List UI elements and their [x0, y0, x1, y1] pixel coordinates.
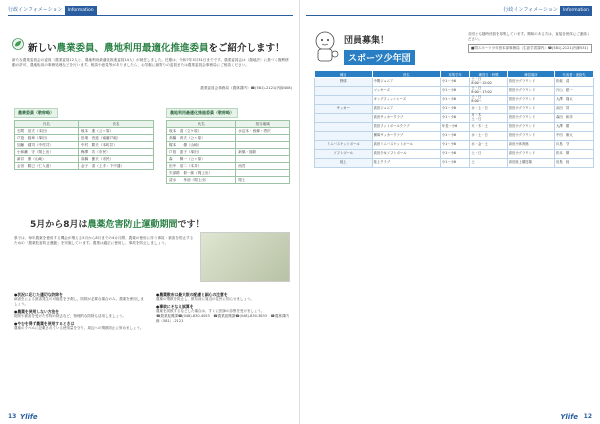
table-cell: 土: [470, 159, 507, 168]
column-header: 代表者・連絡先: [555, 71, 594, 78]
table-cell: 川島 守: [555, 141, 594, 150]
leaf-icon: [12, 38, 24, 50]
table-cell: 新井 康（山崎）: [15, 156, 79, 163]
table-cell: 中村 勝夫（本町井）: [78, 142, 153, 149]
table-cell: 菅田小グラウンド: [507, 123, 554, 132]
table-cell: 土・日 8:00〜12:00: [470, 78, 507, 87]
table-row: [15, 149, 154, 156]
campaign-title: 5月から8月は農薬危害防止運動期間です！: [30, 220, 205, 230]
table-cell: 高橋 節夫（市民）: [78, 156, 153, 163]
table-cell: 小1〜小6: [440, 78, 469, 87]
column-header: 種目: [315, 71, 373, 78]
left-header: [8, 6, 97, 15]
table-row: [315, 123, 594, 132]
table-cell: 中田 雄大: [555, 132, 594, 141]
table-cell: 土・日 8:00〜: [470, 96, 507, 105]
table-cell: 水・金・土: [470, 141, 507, 150]
table-cell: 清水 孝治（岡上出）: [167, 177, 236, 184]
table-cell: 田中 浩二（本井）: [167, 163, 236, 170]
table-cell: 高田陸上競技場: [507, 159, 554, 168]
table-row: [15, 156, 154, 163]
table-cell: [236, 142, 290, 149]
tip-heading: ●事故にそなえ試算を: [156, 304, 194, 309]
table-cell: 小1〜小6: [440, 87, 469, 96]
tip-heading: ●やむを得ず農薬を使用するときは: [14, 321, 75, 326]
table-cell: 大澤 翔太: [555, 96, 594, 105]
brand-logo: Ylife: [20, 413, 38, 421]
table-cell: 森 賢一（公ヶ原）: [167, 156, 236, 163]
table-row: [167, 163, 290, 170]
table-cell: 小1〜小6: [440, 114, 469, 123]
right-header: [503, 6, 592, 15]
header-section: 行政インフォメーション: [503, 7, 558, 13]
table-cell: 高田ジュニア: [372, 105, 440, 114]
table-cell: 中間ジュニア: [372, 78, 440, 87]
table-row: [315, 150, 594, 159]
table-cell: キングフィッシャーズ: [372, 96, 440, 105]
table-cell: 小1〜小6: [440, 159, 469, 168]
page-number: 13: [8, 413, 17, 420]
sports-table: [314, 70, 594, 168]
table-row: [167, 177, 290, 184]
table-cell: サッカー: [315, 105, 373, 114]
table-cell: 菅田小グラウンド: [507, 78, 554, 87]
table-cell: 田畑 晋延（南藤戸地）: [78, 135, 153, 142]
table-cell: 高橋 育夫（公ヶ原）: [167, 135, 236, 142]
table-cell: 高田ミニバスケットボール: [372, 141, 440, 150]
intro-text: 新たな農業委員会の委員（農業委員12人と、農地利用最適化推進委員14人）が就任しました。任期は、令和7年3月31日までです。農業委員会は（農地法）に基づく権利移動の許可、農地転用の事務処理などを行います。相談や意見等がありましたら、お気軽に最寄りの委員または農業委員会事務局にご相談ください。: [12, 58, 289, 68]
member-table-1: 氏名 氏名 石附 征夫（本田） 坂本 進（公ヶ原） 戸島 経章（塚田） 田畑 晋延（南藤戸地） 加藤 健司（中村井） 中村 勝夫（本町井） 小和瀬 守（岡上出） 梅澤 功（市民） 新井 康（山崎） 高橋 節夫（市民） 会田 勝己（仁入道） 金子 清（上手・下中通）: [14, 120, 154, 170]
tip-text: 農薬のラベルに記載されている使用量を守り、周辺への飛散防止に努めましょう。: [14, 326, 144, 330]
right-page: [300, 0, 600, 424]
tip-heading: ●農薬を使用しない方法を: [14, 309, 60, 314]
member-table-2: 氏名 担当地域 坂本 清（立ケ原） 水辺本・西郷・塔沢 高橋 育夫（公ヶ原） 梶本 優（山崎） 戸島 恵子（塚田） 新築・掃除 森 賢一（公ヶ原） 田中 浩二（本井） 西宮 矢部路 佃一郎（岡上出） 清水 孝治（岡上出） 岡上: [166, 120, 290, 184]
tip-text: 病害虫による被害発生の可能性を予測し、防除が必要な場合のみ、農薬を使用しましょう。: [14, 297, 144, 306]
field-photo: [200, 232, 290, 282]
table-row: [315, 114, 594, 123]
header-tag: Information: [65, 6, 97, 15]
table-cell: 石附 征夫（本田）: [15, 128, 79, 135]
table-cell: 水・土・日: [470, 105, 507, 114]
column-header: 募集学年: [440, 71, 469, 78]
table-cell: 小1〜小6: [440, 96, 469, 105]
table-row: [167, 142, 290, 149]
table-cell: 横塚サッカークラブ: [372, 132, 440, 141]
contact-text: 農業委員会事務局（農林課内）☎(581)-2121(内線408): [200, 86, 292, 90]
table-cell: 梶本 優（山崎）: [167, 142, 236, 149]
table-cell: 西宮: [236, 163, 290, 170]
table-cell: 菅田小グラウンド: [507, 96, 554, 105]
table-cell: 土・日 8:00〜17:00: [470, 87, 507, 96]
column-header: 練習場所: [507, 71, 554, 78]
table-cell: 野球: [315, 78, 373, 87]
table-cell: 菅田フットボールクラブ: [372, 123, 440, 132]
tip-text: 防除や被害を受けた作物の除去など、物理的な防除も活用しましょう。: [14, 314, 126, 318]
table-cell: 田島 陸: [555, 159, 594, 168]
tip-heading: ●状況に応じた適切な防除を: [14, 292, 63, 297]
page-title: 新しい農業委員、農地利用最適化推進委員をご紹介します！: [28, 43, 285, 54]
table-row: [15, 142, 154, 149]
campaign-intro: 県では、毎年農薬を使用する機会が増える5月から8月までの4カ月間、農薬の使用に伴う事故・被害を防止するための「農薬危害防止運動」を実施しています。農業は適正に使用し、事故を防止しましょう。: [14, 236, 194, 246]
table-cell: 戸島 経章（塚田）: [15, 135, 79, 142]
table-cell: 加藤 健司（中村井）: [15, 142, 79, 149]
table-cell: 菅田小グラウンド: [507, 87, 554, 96]
table-cell: 松坂 清: [555, 78, 594, 87]
table-cell: 浜田 昇: [555, 105, 594, 114]
table-cell: [236, 156, 290, 163]
table-row: [315, 78, 594, 87]
table-cell: 高田サッカークラブ: [372, 114, 440, 123]
table-row: [15, 163, 154, 170]
tips-column-2: [156, 290, 290, 324]
header-section: 行政インフォメーション: [8, 7, 63, 13]
table-row: [315, 105, 594, 114]
table-cell: 戸島 恵子（塚田）: [167, 149, 236, 156]
brand-logo: Ylife: [560, 413, 578, 421]
table-cell: 会田 勝己（仁入道）: [15, 163, 79, 170]
table-cell: 森田 和彦: [555, 114, 594, 123]
table-cell: 岡上: [236, 177, 290, 184]
table-cell: 新築・掃除: [236, 149, 290, 156]
tip-text: 農薬を誤飲するなどした場合は、すぐに医師の診察を受けましょう。: [156, 309, 265, 313]
table-row: [15, 128, 154, 135]
table-cell: 矢部路 佃一郎（岡上出）: [167, 170, 236, 177]
table-cell: [236, 135, 290, 142]
table-cell: 高田小体育館: [507, 141, 554, 150]
table-row: [315, 87, 594, 96]
tip-text: 農薬の飛散を防止し、散布前に周辺の住民に知らせましょう。: [156, 297, 254, 301]
table-cell: 片山 聡一: [555, 87, 594, 96]
table-cell: ミニバスケットボール: [315, 141, 373, 150]
page-number: 12: [583, 413, 592, 420]
table-cell: 小1〜小6: [440, 150, 469, 159]
table-cell: 陸上: [315, 159, 373, 168]
table-cell: 坂本 清（立ケ原）: [167, 128, 236, 135]
table-cell: [315, 96, 373, 105]
table-cell: 高田少女ソフトボール: [372, 150, 440, 159]
table-cell: 水辺本・西郷・塔沢: [236, 128, 290, 135]
table-row: [167, 128, 290, 135]
header-rule: [8, 15, 293, 16]
mascot-icon: [310, 30, 340, 66]
table-row: [315, 96, 594, 105]
table-cell: [315, 114, 373, 123]
table-cell: [315, 87, 373, 96]
table-cell: 金子 清（上手・下中通）: [78, 163, 153, 170]
table2-title: 農地利用最適化推進委員（敬称略）: [166, 108, 238, 118]
table-row: [315, 159, 594, 168]
table-row: [167, 156, 290, 163]
table-cell: 小1〜小6: [440, 132, 469, 141]
table-cell: 高田小グラウンド: [507, 150, 554, 159]
table-cell: 土・日: [470, 150, 507, 159]
recruit-contact: ■問スポーツ少年団本部事務局（生涯学習課内）☎(581)-2121(内線531): [468, 44, 592, 53]
table-cell: 陸上クラブ: [372, 159, 440, 168]
table-cell: 年長〜小6: [440, 123, 469, 132]
table-cell: マッキーズ: [372, 87, 440, 96]
table-row: [167, 135, 290, 142]
table-row: [167, 149, 290, 156]
table-row: [167, 170, 290, 177]
table-row: [15, 135, 154, 142]
table-cell: 松本 賢: [555, 150, 594, 159]
table1-title: 農業委員（敬称略）: [14, 108, 58, 118]
tip-heading: ●農薬散布は最大限の配慮と細心の注意を: [156, 292, 228, 297]
table-cell: 月・木 土・日: [470, 114, 507, 123]
table-cell: 坂本 進（公ヶ原）: [78, 128, 153, 135]
table-cell: 菅田小グラウンド: [507, 114, 554, 123]
table-cell: 火・木・土: [470, 123, 507, 132]
table-row: [315, 141, 594, 150]
recruit-title: 団員募集！ スポーツ少年団: [344, 33, 459, 65]
recruit-note: 各団とも随時団員を募集しています。興味のある方は、直接各団体にご連絡ください。 ■問スポーツ少年団本部事務局（生涯学習課内）☎(581)-2121(内線531): [468, 32, 592, 53]
header-tag: Information: [560, 6, 592, 15]
table-cell: 菅田小グラウンド: [507, 132, 554, 141]
table-cell: [236, 170, 290, 177]
column-header: 練習日・時間: [470, 71, 507, 78]
table-row: [315, 132, 594, 141]
table-cell: 小1〜小6: [440, 141, 469, 150]
tip-text: ☎農業振興課☎(048)-830-4053 ☎農業振興課☎(048)-830-3633 ☎農林課内線（581）-2121: [156, 314, 289, 323]
table-cell: [315, 132, 373, 141]
header-rule: [306, 15, 592, 16]
table-cell: 小1〜小6: [440, 105, 469, 114]
table-cell: 小和瀬 守（岡上出）: [15, 149, 79, 156]
column-header: 団名: [372, 71, 440, 78]
table-cell: [315, 123, 373, 132]
table-cell: ソフトボール: [315, 150, 373, 159]
table-cell: 水・土・日: [470, 132, 507, 141]
table-cell: 菅田小グラウンド: [507, 105, 554, 114]
table-cell: 大澤 勝: [555, 123, 594, 132]
tips-column-1: [14, 290, 146, 331]
table-cell: 梅澤 功（市民）: [78, 149, 153, 156]
